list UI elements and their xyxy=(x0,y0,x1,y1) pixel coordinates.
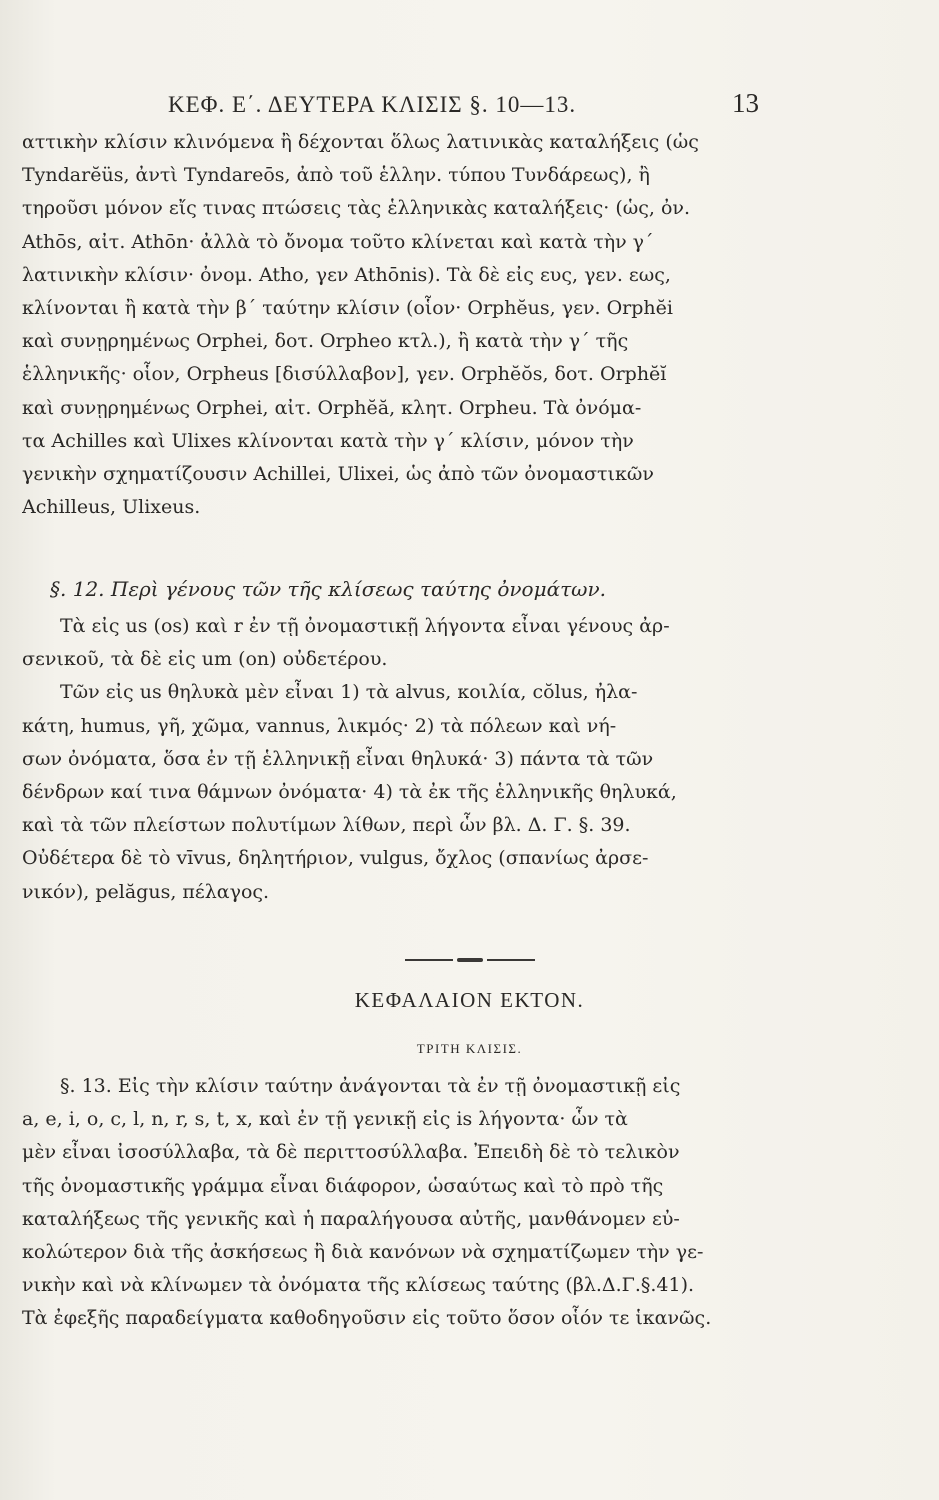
chapter-subheading: ΤΡΙΤΗ ΚΛΙΣΙΣ. xyxy=(416,1041,523,1056)
paragraph-section-13 xyxy=(22,1070,812,1336)
text-line: γενικὴν σχηματίζουσιν Achillei, Ulixei, ὡς ἀπὸ τῶν ὀνομαστικῶν xyxy=(22,463,654,486)
text-line: καταλήξεως τῆς γενικῆς καὶ ἡ παραλήγουσα αὐτῆς, μανθάνομεν εὐ- xyxy=(22,1207,680,1230)
paragraph-declension-notes xyxy=(22,126,802,524)
text-line: Achilleus, Ulixeus. xyxy=(22,496,201,519)
text-line: τα Achilles καὶ Ulixes κλίνονται κατὰ τὴν γ΄ κλίσιν, μόνον τὴν xyxy=(22,429,634,452)
text-line: Τὰ ἐφεξῆς παραδείγματα καθοδηγοῦσιν εἰς τοῦτο ὅσον οἷόν τε ἱκανῶς. xyxy=(22,1307,712,1330)
text-line: κλίνονται ἢ κατὰ τὴν β΄ ταύτην κλίσιν (οἷον· Orphĕus, γεν. Orphĕi xyxy=(22,297,673,320)
text-line: σων ὀνόματα, ὅσα ἐν τῇ ἑλληνικῇ εἶναι θηλυκά· 3) πάντα τὰ τῶν xyxy=(22,747,654,770)
text-line: Τὰ εἰς us (os) καὶ r ἐν τῇ ὀνομαστικῇ λήγοντα εἶναι γένους ἀρ- xyxy=(60,615,670,637)
text-line: μὲν εἶναι ἰσοσύλλαβα, τὰ δὲ περιττοσύλλαβα. Ἐπειδὴ δὲ τὸ τελικὸν xyxy=(22,1141,680,1164)
page-number: 13 xyxy=(732,88,759,118)
text-line: κολώτερον διὰ τῆς ἀσκήσεως ἢ διὰ κανόνων νὰ σχηματίζωμεν τὴν γε- xyxy=(22,1241,704,1264)
chapter-heading: ΚΕΦΑΛΑΙΟΝ ΕΚΤΟΝ. xyxy=(354,988,585,1012)
text-line: καὶ τὰ τῶν πλείστων πολυτίμων λίθων, περὶ ὧν βλ. Δ. Γ. §. 39. xyxy=(22,814,631,837)
text-line: τηροῦσι μόνον εἴς τινας πτώσεις τὰς ἑλληνικὰς καταλήξεις· (ὡς, ὀν. xyxy=(22,197,690,220)
text-line: Τῶν εἰς us θηλυκὰ μὲν εἶναι 1) τὰ alvus, κοιλία, cŏlus, ἠλα- xyxy=(60,681,638,704)
paragraph-section-12 xyxy=(22,610,802,909)
ornament-bar-right xyxy=(487,959,535,961)
text-line: αττικὴν κλίσιν κλινόμενα ἢ δέχονται ὅλως λατινικὰς καταλήξεις (ὡς xyxy=(22,131,699,153)
section-title-12: §. 12. Περὶ γένους τῶν τῆς κλίσεως ταύτης ὀνομάτων. xyxy=(50,577,606,601)
text-line: ἑλληνικῆς· οἷον, Orpheus [δισύλλαβον], γεν. Orphĕŏs, δοτ. Orphĕĭ xyxy=(22,363,667,386)
text-line: §. 13. Εἰς τὴν κλίσιν ταύτην ἀνάγονται τὰ ἐν τῇ ὀνομαστικῇ εἰς xyxy=(60,1075,681,1097)
text-line: Tyndarĕüs, ἀντὶ Tyndareōs, ἀπὸ τοῦ ἑλλην. τύπου Τυνδάρεως), ἢ xyxy=(22,164,650,187)
text-line: σενικοῦ, τὰ δὲ εἰς um (on) οὐδετέρου. xyxy=(22,648,388,671)
text-line: a, e, i, o, c, l, n, r, s, t, x, καὶ ἐν τῇ γενικῇ εἰς is λήγοντα· ὧν τὰ xyxy=(22,1108,628,1131)
text-line: λατινικὴν κλίσιν· ὀνομ. Atho, γεν Athōnis). Τὰ δὲ εἰς ευς, γεν. εως, xyxy=(22,263,671,286)
text-line: νικόν), pelăgus, πέλαγος. xyxy=(22,880,270,903)
running-head: ΚΕΦ. Ε΄. ΔΕΥΤΕΡΑ ΚΛΙΣΙΣ §. 10—13. xyxy=(168,92,577,117)
text-line: δένδρων καί τινα θάμνων ὀνόματα· 4) τὰ ἐκ τῆς ἑλληνικῆς θηλυκά, xyxy=(22,781,677,804)
text-line: κάτη, humus, γῆ, χῶμα, vannus, λικμός· 2) τὰ πόλεων καὶ νή- xyxy=(22,714,617,737)
text-line: τῆς ὀνομαστικῆς γράμμα εἶναι διάφορον, ὡσαύτως καὶ τὸ πρὸ τῆς xyxy=(22,1174,664,1197)
divider-ornament xyxy=(395,955,545,965)
text-line: καὶ συνῃρημένως Orphei, δοτ. Orpheo κτλ.), ἢ κατὰ τὴν γ΄ τῆς xyxy=(22,330,629,353)
text-line: Οὐδέτερα δὲ τὸ vīvus, δηλητήριον, vulgus, ὄχλος (σπανίως ἀρσε- xyxy=(22,847,649,870)
text-line: καὶ συνῃρημένως Orphei, αἰτ. Orphĕă, κλητ. Orpheu. Τὰ ὀνόμα- xyxy=(22,396,642,419)
ornament-bar-left xyxy=(405,959,453,961)
text-line: Athōs, αἰτ. Athōn· ἀλλὰ τὸ ὄνομα τοῦτο κλίνεται καὶ κατὰ τὴν γ΄ xyxy=(22,230,654,253)
ornament-center xyxy=(457,958,483,962)
text-line: νικὴν καὶ νὰ κλίνωμεν τὰ ὀνόματα τῆς κλίσεως ταύτης (βλ.Δ.Γ.§.41). xyxy=(22,1274,695,1297)
